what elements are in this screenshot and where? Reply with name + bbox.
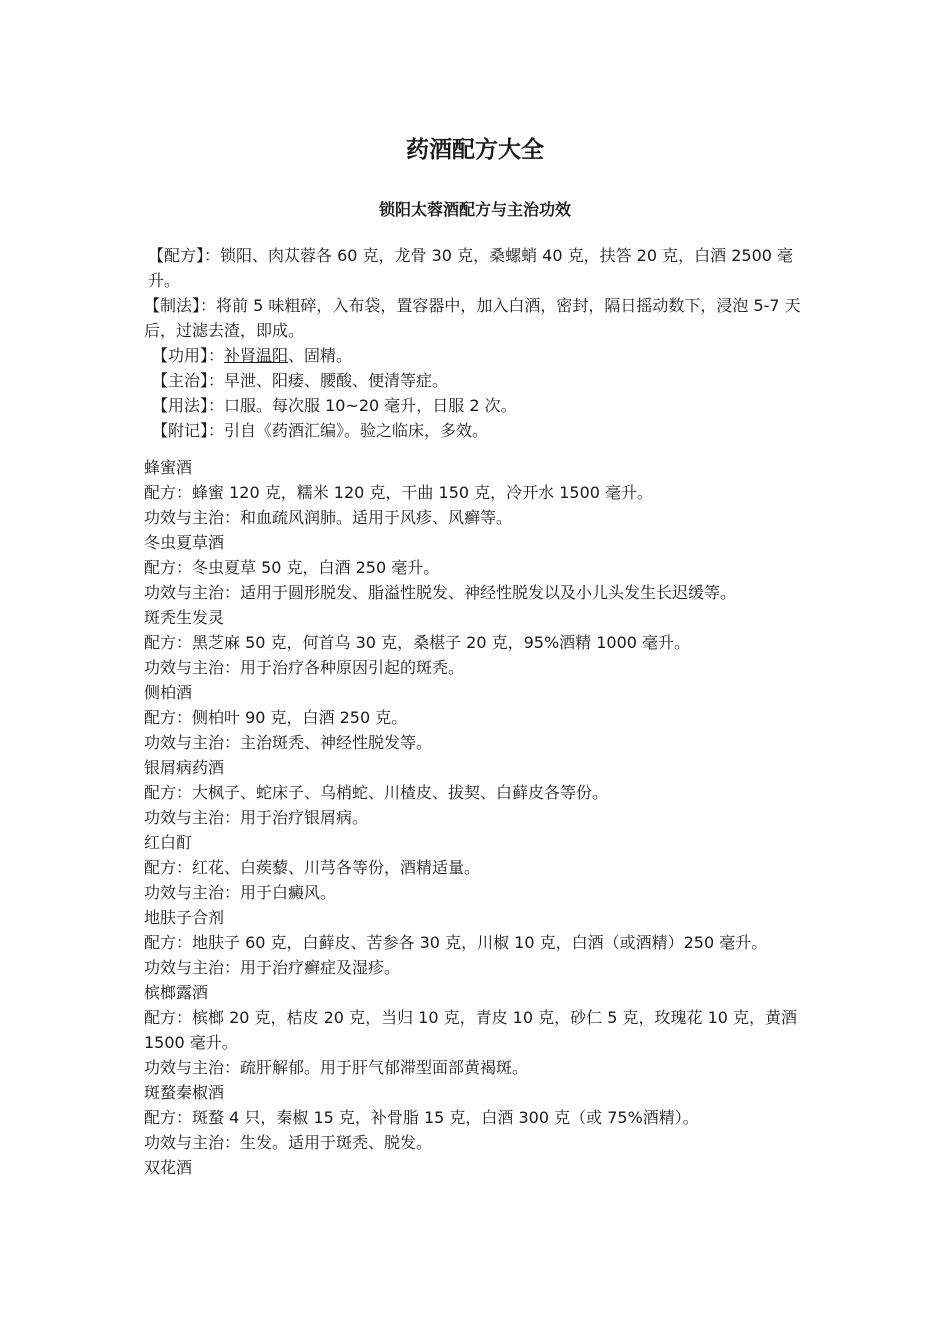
recipe-name: 红白酊 [144,833,193,852]
intro-effect-label: 【功用】： [152,346,225,365]
recipe-effect: 功效与主治：疏肝解郁。用于肝气郁滞型面部黄褐斑。 [144,1058,529,1077]
recipe-formula: 配方：地肤子 60 克，白藓皮、苦参各 30 克，川椒 10 克，白酒（或酒精）250 毫升。 [144,933,768,952]
recipe-formula: 配方：冬虫夏草 50 克，白酒 250 毫升。 [144,558,440,577]
recipe-effect: 功效与主治：用于治疗银屑病。 [144,808,369,827]
section-subtitle: 锁阳太蓉酒配方与主治功效 [378,200,571,219]
recipe-effect: 功效与主治：主治斑秃、神经性脱发等。 [144,733,433,752]
intro-section [144,243,810,443]
recipe-formula: 配方：蜂蜜 120 克，糯米 120 克，干曲 150 克，冷开水 1500 毫升。 [144,483,654,502]
recipe-name: 斑蝥秦椒酒 [144,1083,225,1102]
recipe-effect: 功效与主治：和血疏风润肺。适用于风疹、风癣等。 [144,508,513,527]
intro-usage: 【用法】：口服。每次服 10~20 毫升，日服 2 次。 [152,396,517,415]
recipe-list [144,455,810,1180]
recipe-formula: 配方：侧柏叶 90 克，白酒 250 克。 [144,708,408,727]
intro-effect-link[interactable]: 补肾温阳 [224,346,289,365]
recipe-formula: 配方：红花、白蒺藜、川芎各等份，酒精适量。 [144,858,481,877]
recipe-formula: 配方：大枫子、蛇床子、乌梢蛇、川楂皮、拔契、白藓皮各等份。 [144,783,609,802]
intro-method: 【制法】：将前 5 味粗碎，入布袋，置容器中，加入白酒，密封，隔日摇动数下，浸泡 5-7 天后，过滤去渣，即成。 [144,296,801,340]
recipe-effect: 功效与主治：适用于圆形脱发、脂溢性脱发、神经性脱发以及小儿头发生长迟缓等。 [144,583,737,602]
recipe-effect: 功效与主治：用于白癜风。 [144,883,337,902]
recipe-name: 蜂蜜酒 [144,458,193,477]
intro-effect [144,343,810,368]
recipe-formula: 配方：斑蝥 4 只，秦椒 15 克，补骨脂 15 克，白酒 300 克（或 75%酒精）。 [144,1108,699,1127]
recipe-formula: 配方：槟榔 20 克，桔皮 20 克，当归 10 克，青皮 10 克，砂仁 5 克，玫瑰花 10 克，黄酒 1500 毫升。 [144,1008,798,1052]
recipe-name: 双花酒 [144,1158,193,1177]
intro-indication: 【主治】：早泄、阳痿、腰酸、便清等症。 [152,371,449,390]
recipe-name: 地肤子合剂 [144,908,225,927]
page-title: 药酒配方大全 [406,137,544,163]
recipe-name: 冬虫夏草酒 [144,533,225,552]
recipe-effect: 功效与主治：用于治疗各种原因引起的斑秃。 [144,658,465,677]
recipe-formula: 配方：黑芝麻 50 克，何首乌 30 克，桑椹子 20 克，95%酒精 1000 毫升。 [144,633,691,652]
recipe-name: 槟榔露酒 [144,983,209,1002]
recipe-name: 银屑病药酒 [144,758,225,777]
intro-formula: 【配方】：锁阳、肉苁蓉各 60 克，龙骨 30 克，桑螺蛸 40 克，扶答 20 克，白酒 2500 毫升。 [148,246,794,290]
intro-effect-rest: 、固精。 [288,346,353,365]
recipe-effect: 功效与主治：生发。适用于斑秃、脱发。 [144,1133,433,1152]
recipe-effect: 功效与主治：用于治疗癣症及湿疹。 [144,958,401,977]
intro-note: 【附记】：引自《药酒汇编》。验之临床，多效。 [152,421,489,440]
recipe-name: 侧柏酒 [144,683,193,702]
recipe-name: 斑秃生发灵 [144,608,225,627]
